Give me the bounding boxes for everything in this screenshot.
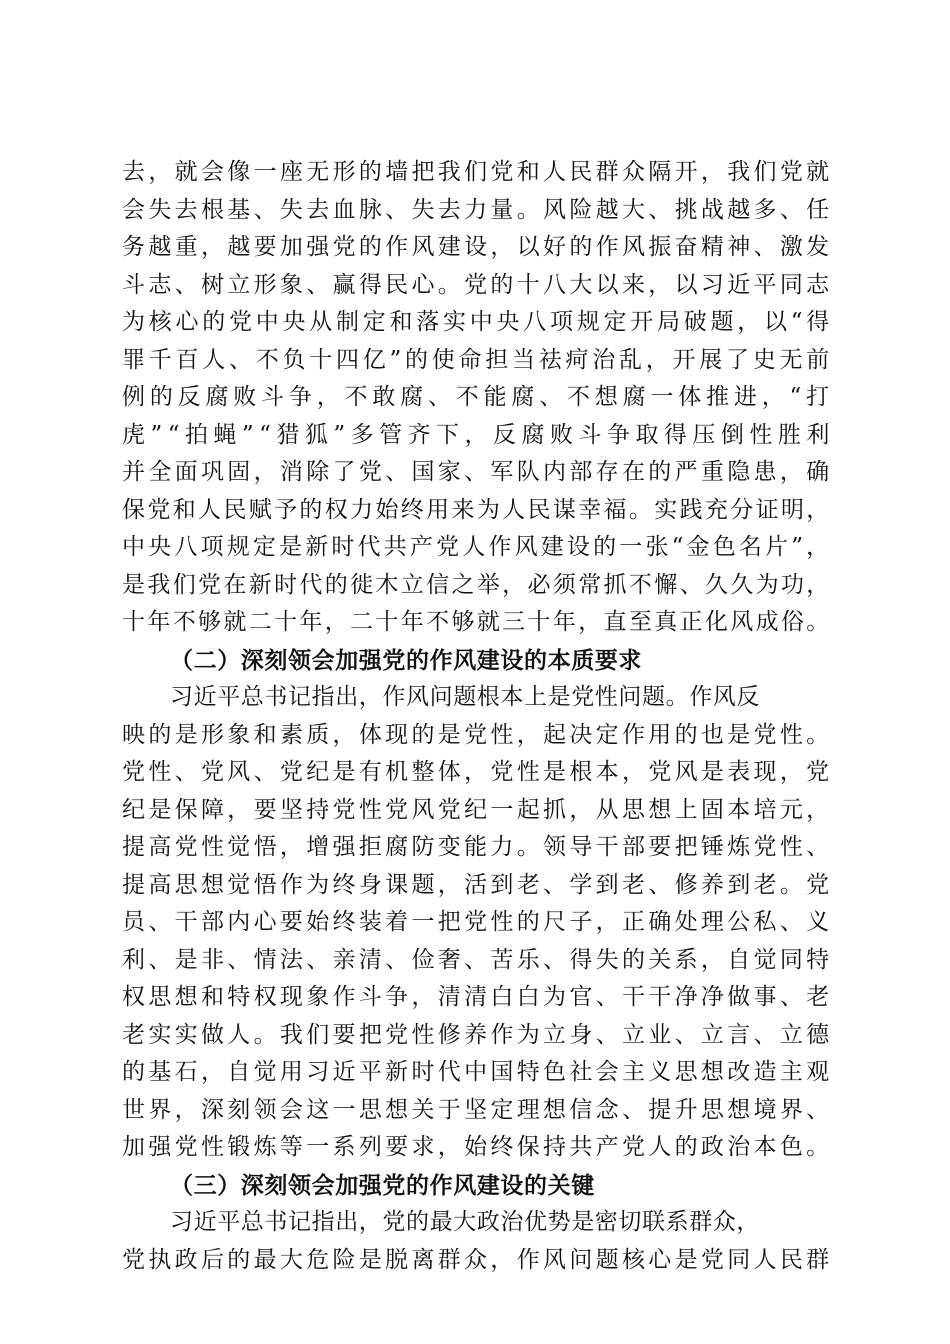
text-line: 务 越 重 ， 越 要 加 强 党 的 作 风 建 设 ， 以 好 的 作 风 振 奋 精 神 、 激 发	[122, 234, 830, 260]
text-line: 会 失 去 根 基 、 失 去 血 脉 、 失 去 力 量 。 风 险 越 大 、 挑 战 越 多 、 任	[122, 196, 830, 223]
text-line: 斗 志 、 树 立 形 象 、 赢 得 民 心 。 党 的 十 八 大 以 来 ， 以 习 近 平 同 志	[122, 271, 830, 298]
section-heading: （三）深刻领会加强党的作风建设的关键	[170, 1171, 595, 1199]
text-line: 世 界 ， 深 刻 领 会 这 一 思 想 关 于 坚 定 理 想 信 念 、 提 升 思 想 境 界 、	[122, 1096, 830, 1123]
text-line: 党 性 、 党 风 、 党 纪 是 有 机 整 体 ， 党 性 是 根 本 ， 党 风 是 表 现 ， 党	[122, 759, 830, 785]
text-line: 纪 是 保 障 ， 要 坚 持 党 性 党 风 党 纪 一 起 抓 ， 从 思 想 上 固 本 培 元 ，	[122, 796, 830, 823]
text-line: 罪 千 百 人 、 不 负 十 四 亿 ” 的 使 命 担 当 祛 疴 治 乱 ， 开 展 了 史 无 前	[122, 346, 830, 373]
text-line: 习近平总书记指出，党的最大政治优势是密切联系群众，	[170, 1209, 760, 1235]
text-line: 映 的 是 形 象 和 素 质 ， 体 现 的 是 党 性 ， 起 决 定 作 用 的 也 是 党 性 。	[122, 721, 830, 748]
text-line: 加 强 党 性 锻 炼 等 一 系 列 要 求 ， 始 终 保 持 共 产 党 人 的 政 治 本 色 。	[122, 1134, 830, 1160]
text-line: 十 年 不 够 就 二 十 年 ， 二 十 年 不 够 就 三 十 年 ， 直 至 真 正 化 风 成 俗 。	[122, 609, 830, 635]
text-line: 保 党 和 人 民 赋 予 的 权 力 始 终 用 来 为 人 民 谋 幸 福 。 实 践 充 分 证 明 ，	[122, 496, 830, 523]
text-line: 是 我 们 党 在 新 时 代 的 徙 木 立 信 之 举 ， 必 须 常 抓 不 懈 、 久 久 为 功 ，	[122, 571, 830, 598]
text-line: 提 高 党 性 觉 悟 ， 增 强 拒 腐 防 变 能 力 。 领 导 干 部 要 把 锤 炼 党 性 、	[122, 834, 830, 860]
text-line: 习近平总书记指出，作风问题根本上是党性问题。作风反	[170, 684, 760, 710]
text-line: 为 核 心 的 党 中 央 从 制 定 和 落 实 中 央 八 项 规 定 开 局 破 题 ， 以 “ 得	[122, 309, 830, 335]
text-line: 利 、 是 非 、 情 法 、 亲 清 、 俭 奢 、 苦 乐 、 得 失 的 关 系 ， 自 觉 同 特	[122, 946, 830, 973]
text-line: 权 思 想 和 特 权 现 象 作 斗 争 ， 清 清 白 白 为 官 、 干 干 净 净 做 事 、 老	[122, 984, 830, 1010]
text-line: 提 高 思 想 觉 悟 作 为 终 身 课 题 ， 活 到 老 、 学 到 老 、 修 养 到 老 。 党	[122, 871, 830, 898]
body-text	[122, 154, 830, 1279]
text-line: 的 基 石 ， 自 觉 用 习 近 平 新 时 代 中 国 特 色 社 会 主 义 思 想 改 造 主 观	[122, 1059, 830, 1085]
text-line: 例 的 反 腐 败 斗 争 ， 不 敢 腐 、 不 能 腐 、 不 想 腐 一 体 推 进 ， “ 打	[122, 384, 830, 410]
text-line: 虎 ” “ 拍 蝇 ” “ 猎 狐 ” 多 管 齐 下 ， 反 腐 败 斗 争 取 得 压 倒 性 胜 利	[122, 421, 830, 448]
text-line: 党 执 政 后 的 最 大 危 险 是 脱 离 群 众 ， 作 风 问 题 核 心 是 党 同 人 民 群	[122, 1246, 830, 1273]
text-line: 员 、 干 部 内 心 要 始 终 装 着 一 把 党 性 的 尺 子 ， 正 确 处 理 公 私 、 义	[122, 909, 830, 935]
text-line: 老 实 实 做 人 。 我 们 要 把 党 性 修 养 作 为 立 身 、 立 业 、 立 言 、 立 德	[122, 1021, 830, 1048]
text-line: 中 央 八 项 规 定 是 新 时 代 共 产 党 人 作 风 建 设 的 一 张 “ 金 色 名 片 ” ，	[122, 534, 830, 560]
text-line: 去 ， 就 会 像 一 座 无 形 的 墙 把 我 们 党 和 人 民 群 众 隔 开 ， 我 们 党 就	[122, 159, 830, 185]
text-line: 并 全 面 巩 固 ， 消 除 了 党 、 国 家 、 军 队 内 部 存 在 的 严 重 隐 患 ， 确	[122, 459, 830, 485]
section-heading: （二）深刻领会加强党的作风建设的本质要求	[170, 646, 642, 674]
